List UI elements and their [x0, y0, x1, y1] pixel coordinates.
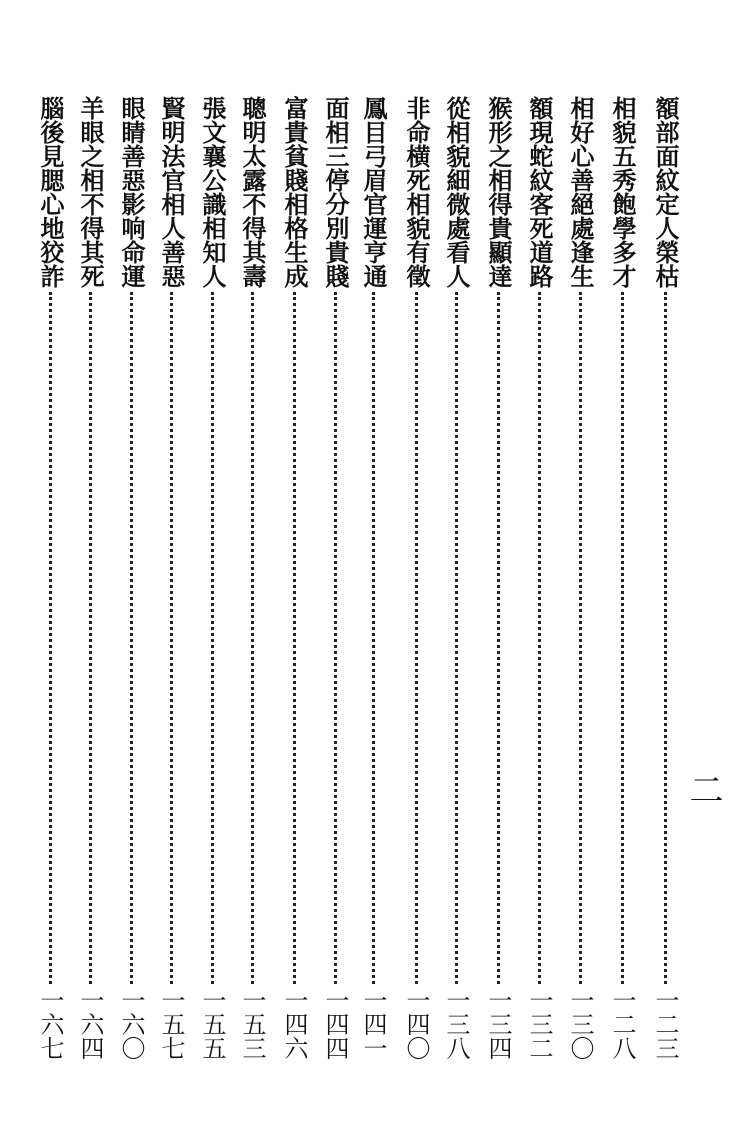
- dot-leader: [334, 292, 337, 984]
- toc-entry-title: 張文襄公識相知人: [198, 96, 227, 288]
- toc-entry: [156, 96, 186, 1066]
- toc-entry-title: 鳳目弓眉官運亨通: [359, 96, 388, 288]
- toc-entry-title: 賢明法官相人善惡: [157, 96, 186, 288]
- dot-leader: [89, 292, 92, 984]
- toc-entry-page: 一四四: [321, 988, 349, 1060]
- toc-entry-page: 一五七: [157, 988, 185, 1060]
- dot-leader: [455, 292, 458, 984]
- dot-leader: [664, 292, 667, 984]
- dot-leader: [251, 292, 254, 984]
- toc-entry-page: 一二八: [608, 988, 636, 1060]
- toc-entry: [607, 96, 637, 1066]
- toc-entry-title: 腦後見腮心地狡詐: [36, 96, 65, 288]
- toc-entry: [650, 96, 680, 1066]
- page-number: 二: [683, 772, 723, 806]
- toc-entry: [35, 96, 65, 1066]
- dot-leader: [293, 292, 296, 984]
- toc-entry-title: 富貴貧賤相格生成: [280, 96, 309, 288]
- toc-entry-title: 非命横死相貌有徵: [402, 96, 431, 288]
- dot-leader: [49, 292, 52, 984]
- toc-entry: [320, 96, 350, 1066]
- toc-entry-page: 一四六: [280, 988, 308, 1060]
- toc-entry-title: 猴形之相得貴顯達: [484, 96, 513, 288]
- toc-entry-title: 額現蛇紋客死道路: [525, 96, 554, 288]
- toc-entry-page: 一六七: [36, 988, 64, 1060]
- toc-entry: [401, 96, 431, 1066]
- toc-entry: [565, 96, 595, 1066]
- toc-entry-title: 從相貌細微處看人: [442, 96, 471, 288]
- toc-entry-page: 一五五: [198, 988, 226, 1060]
- toc-entry-page: 一三八: [442, 988, 470, 1060]
- dot-leader: [621, 292, 624, 984]
- dot-leader: [211, 292, 214, 984]
- toc-entry-page: 一四〇: [402, 988, 430, 1060]
- toc-entry-title: 聰明太露不得其壽: [238, 96, 267, 288]
- dot-leader: [538, 292, 541, 984]
- dot-leader: [170, 292, 173, 984]
- toc-entry-page: 一三四: [484, 988, 512, 1060]
- toc-entry-title: 眼睛善惡影响命運: [117, 96, 146, 288]
- dot-leader: [497, 292, 500, 984]
- toc-entry: [524, 96, 554, 1066]
- dot-leader: [130, 292, 133, 984]
- toc-entry-title: 羊眼之相不得其死: [76, 96, 105, 288]
- toc-entry-page: 一四一: [359, 988, 387, 1060]
- toc-entry-page: 一三〇: [566, 988, 594, 1060]
- dot-leader: [415, 292, 418, 984]
- toc-entry: [483, 96, 513, 1066]
- toc-entry-page: 一三二: [525, 988, 553, 1060]
- toc-entry: [197, 96, 227, 1066]
- toc-entry: [237, 96, 267, 1066]
- toc-entry: [358, 96, 388, 1066]
- toc-entry-page: 一五三: [238, 988, 266, 1060]
- dot-leader: [372, 292, 375, 984]
- toc-entry: [441, 96, 471, 1066]
- toc-entry: [279, 96, 309, 1066]
- toc-entry-title: 相貌五秀飽學多才: [608, 96, 637, 288]
- toc-entry: [116, 96, 146, 1066]
- toc-entry-page: 一六〇: [117, 988, 145, 1060]
- toc-entry: [75, 96, 105, 1066]
- toc-entry-title: 相好心善絕處逢生: [566, 96, 595, 288]
- toc-entry-title: 額部面紋定人榮枯: [651, 96, 680, 288]
- toc-entry-page: 一二三: [651, 988, 679, 1060]
- toc-entry-title: 面相三停分別貴賤: [321, 96, 350, 288]
- toc-entry-page: 一六四: [76, 988, 104, 1060]
- dot-leader: [579, 292, 582, 984]
